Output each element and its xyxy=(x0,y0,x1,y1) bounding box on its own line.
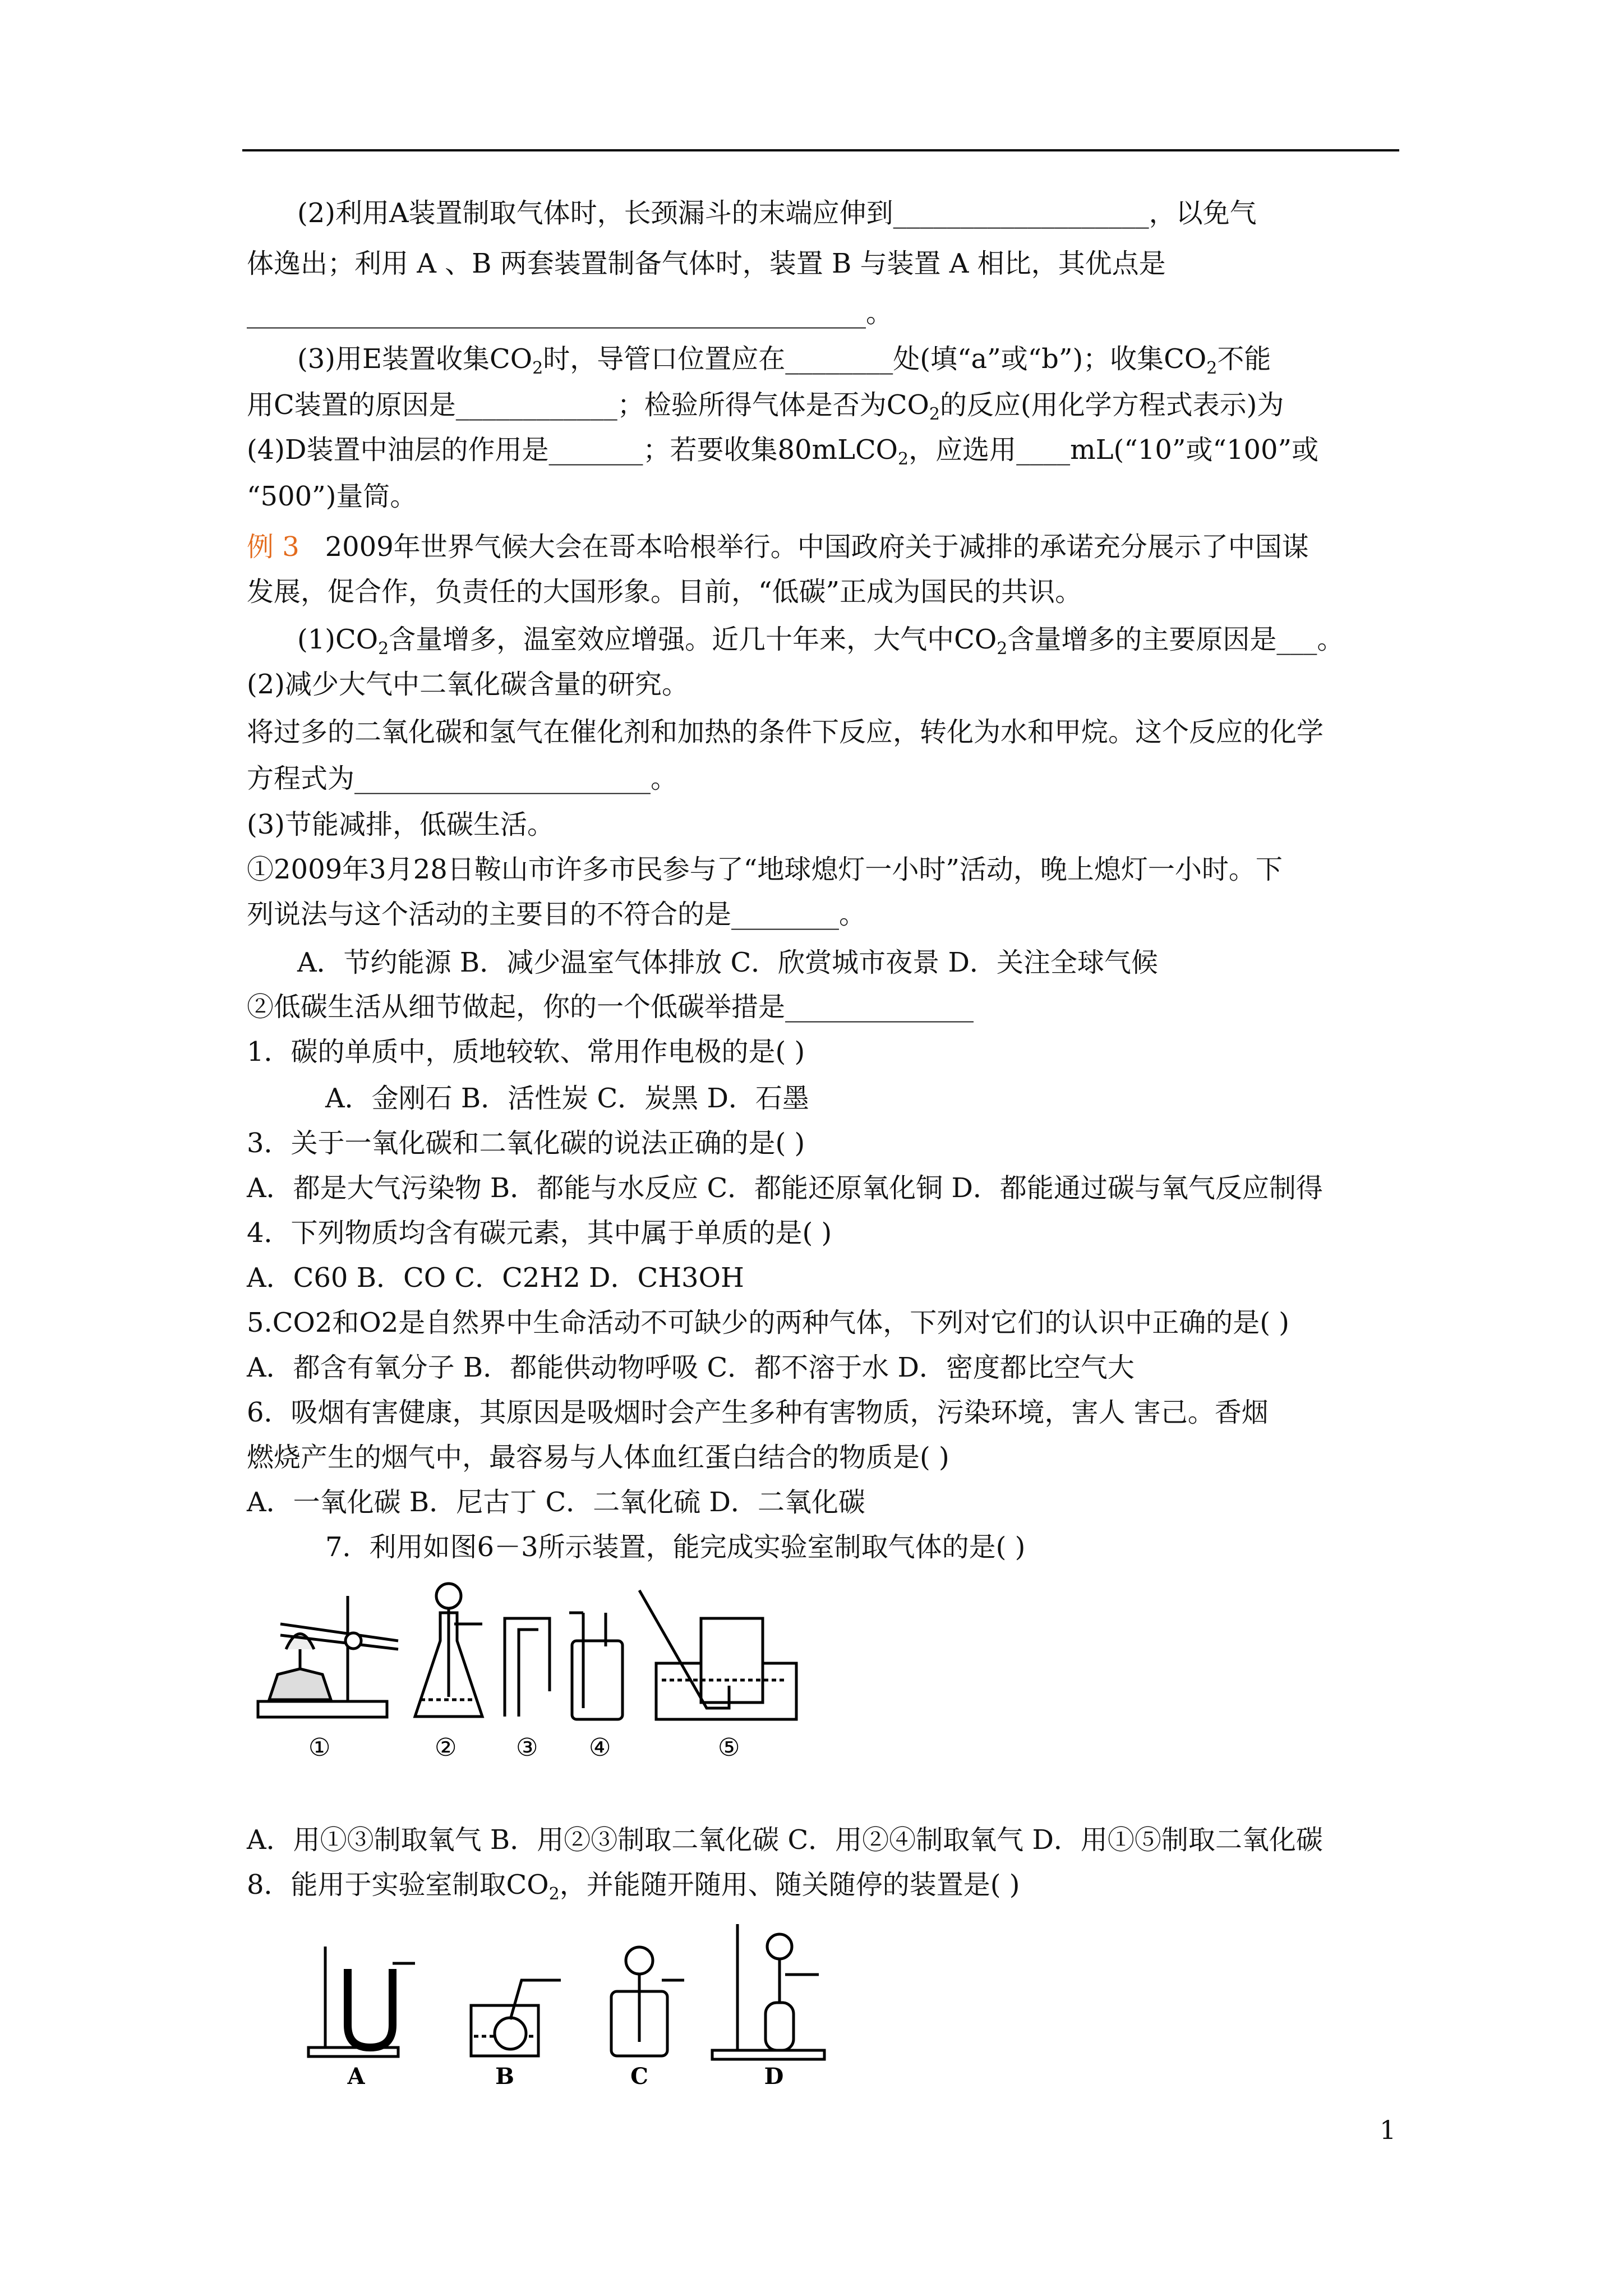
example3-part3-q1-line2: 列说法与这个活动的主要目的不符合的是________。 xyxy=(247,899,866,930)
apparatus-4-drawing xyxy=(569,1613,623,1719)
example3-part3: (3)节能减排，低碳生活。 xyxy=(247,809,554,840)
apparatus-figure-2 xyxy=(303,1913,852,2087)
example-label: 例 3 xyxy=(247,531,299,563)
example3-part2: (2)减少大气中二氧化碳含量的研究。 xyxy=(247,669,689,700)
figure1-label-4: ④ xyxy=(589,1733,611,1762)
figure1-label-3: ③ xyxy=(516,1733,538,1762)
q2-line1: (2)利用A装置制取气体时，长颈漏斗的末端应伸到___________________，以免气 xyxy=(297,197,1257,229)
figure2-label-C: C xyxy=(630,2063,648,2087)
q3-line1: (3)用E装置收集$CO_2$时，导管口位置应在________处(填“a”或“b”)；收集$CO_2$不能 xyxy=(297,343,1271,378)
example3-line1: 例 3 2009年世界气候大会在哥本哈根举行。中国政府关于减排的承诺充分展示了中国谋 xyxy=(247,531,1309,563)
question-6-options: A．一氧化碳 B．尼古丁 C．二氧化硫 D．二氧化碳 xyxy=(247,1487,865,1518)
figure2-label-A: A xyxy=(347,2063,365,2087)
question-6-line2: 燃烧产生的烟气中，最容易与人体血红蛋白结合的物质是( ) xyxy=(247,1442,949,1473)
apparatus-figure-1 xyxy=(247,1579,841,1764)
question-3: 3．关于一氧化碳和二氧化碳的说法正确的是( ) xyxy=(247,1128,805,1159)
example3-part3-q1: ①2009年3月28日鞍山市许多市民参与了“地球熄灯一小时”活动，晚上熄灯一小时。下 xyxy=(247,854,1283,885)
q3-line2: 用C装置的原因是____________；检验所得气体是否为$CO_2$的反应(用化学方程式表示)为 xyxy=(247,389,1284,424)
apparatus-5-drawing xyxy=(639,1590,796,1719)
apparatus-D-drawing xyxy=(712,1924,824,2059)
example3-part3-q2: ②低碳生活从细节做起，你的一个低碳举措是______________ xyxy=(247,991,974,1023)
question-7-options: A．用①③制取氧气 B．用②③制取二氧化碳 C．用②④制取氧气 D．用①⑤制取二氧化碳 xyxy=(247,1824,1323,1856)
q2-line2: 体逸出；利用 A 、B 两套装置制备气体时，装置 B 与装置 A 相比，其优点是 xyxy=(247,248,1166,279)
q4-line2: “500”)量筒。 xyxy=(247,481,417,512)
figure2-label-B: B xyxy=(495,2063,514,2087)
question-4: 4．下列物质均含有碳元素，其中属于单质的是( ) xyxy=(247,1217,832,1249)
header-rule xyxy=(242,149,1399,151)
apparatus-3-drawing xyxy=(505,1618,550,1717)
figure1-label-5: ⑤ xyxy=(718,1733,740,1762)
question-1-options: A．金刚石 B．活性炭 C．炭黑 D．石墨 xyxy=(325,1083,809,1114)
question-5-options: A．都含有氧分子 B．都能供动物呼吸 C．都不溶于水 D．密度都比空气大 xyxy=(247,1352,1135,1383)
question-7: 7．利用如图6－3所示装置，能完成实验室制取气体的是( ) xyxy=(325,1531,1026,1563)
apparatus-B-drawing xyxy=(471,1980,561,2056)
figure1-label-2: ② xyxy=(435,1733,457,1762)
question-3-options: A．都是大气污染物 B．都能与水反应 C．都能还原氧化铜 D．都能通过碳与氧气反应制得 xyxy=(247,1172,1323,1204)
example3-part1: $(1)CO_2$含量增多，温室效应增强。近几十年来，大气中$CO_2$含量增多的主要原因是___。 xyxy=(297,624,1344,659)
q2-line3: ______________________________________________。 xyxy=(247,297,893,329)
question-6-line1: 6．吸烟有害健康，其原因是吸烟时会产生多种有害物质，污染环境，害人 害己。香烟 xyxy=(247,1397,1269,1428)
question-4-options: A．C60 B．CO C．C2H2 D．CH3OH xyxy=(247,1262,744,1294)
example3-part3-options: A．节约能源 B．减少温室气体排放 C．欣赏城市夜景 D．关注全球气候 xyxy=(297,947,1158,978)
question-1: 1．碳的单质中，质地较软、常用作电极的是( ) xyxy=(247,1036,805,1068)
example3-line2: 发展，促合作，负责任的大国形象。目前，“低碳”正成为国民的共识。 xyxy=(247,576,1082,608)
apparatus-A-drawing xyxy=(308,1947,415,2056)
apparatus-1-drawing xyxy=(258,1596,398,1717)
figure2-label-D: D xyxy=(764,2063,784,2087)
apparatus-C-drawing xyxy=(611,1947,684,2056)
page-number: 1 xyxy=(1380,2115,1396,2145)
example3-part2-line2: 将过多的二氧化碳和氢气在催化剂和加热的条件下反应，转化为水和甲烷。这个反应的化学 xyxy=(247,716,1324,748)
figure1-label-1: ① xyxy=(308,1733,331,1762)
apparatus-2-drawing xyxy=(415,1584,482,1717)
q4-line1: (4)D装置中油层的作用是_______；若要收集80mLCO$_2$，应选用____mL(“10”或“100”或 xyxy=(247,434,1319,469)
question-5: 5.CO2和O2是自然界中生命活动不可缺少的两种气体，下列对它们的认识中正确的是( ) xyxy=(247,1307,1290,1338)
question-8: 8．能用于实验室制取$CO_2$，并能随开随用、随关随停的装置是( ) xyxy=(247,1869,1020,1904)
example3-part2-line3: 方程式为______________________。 xyxy=(247,763,678,794)
